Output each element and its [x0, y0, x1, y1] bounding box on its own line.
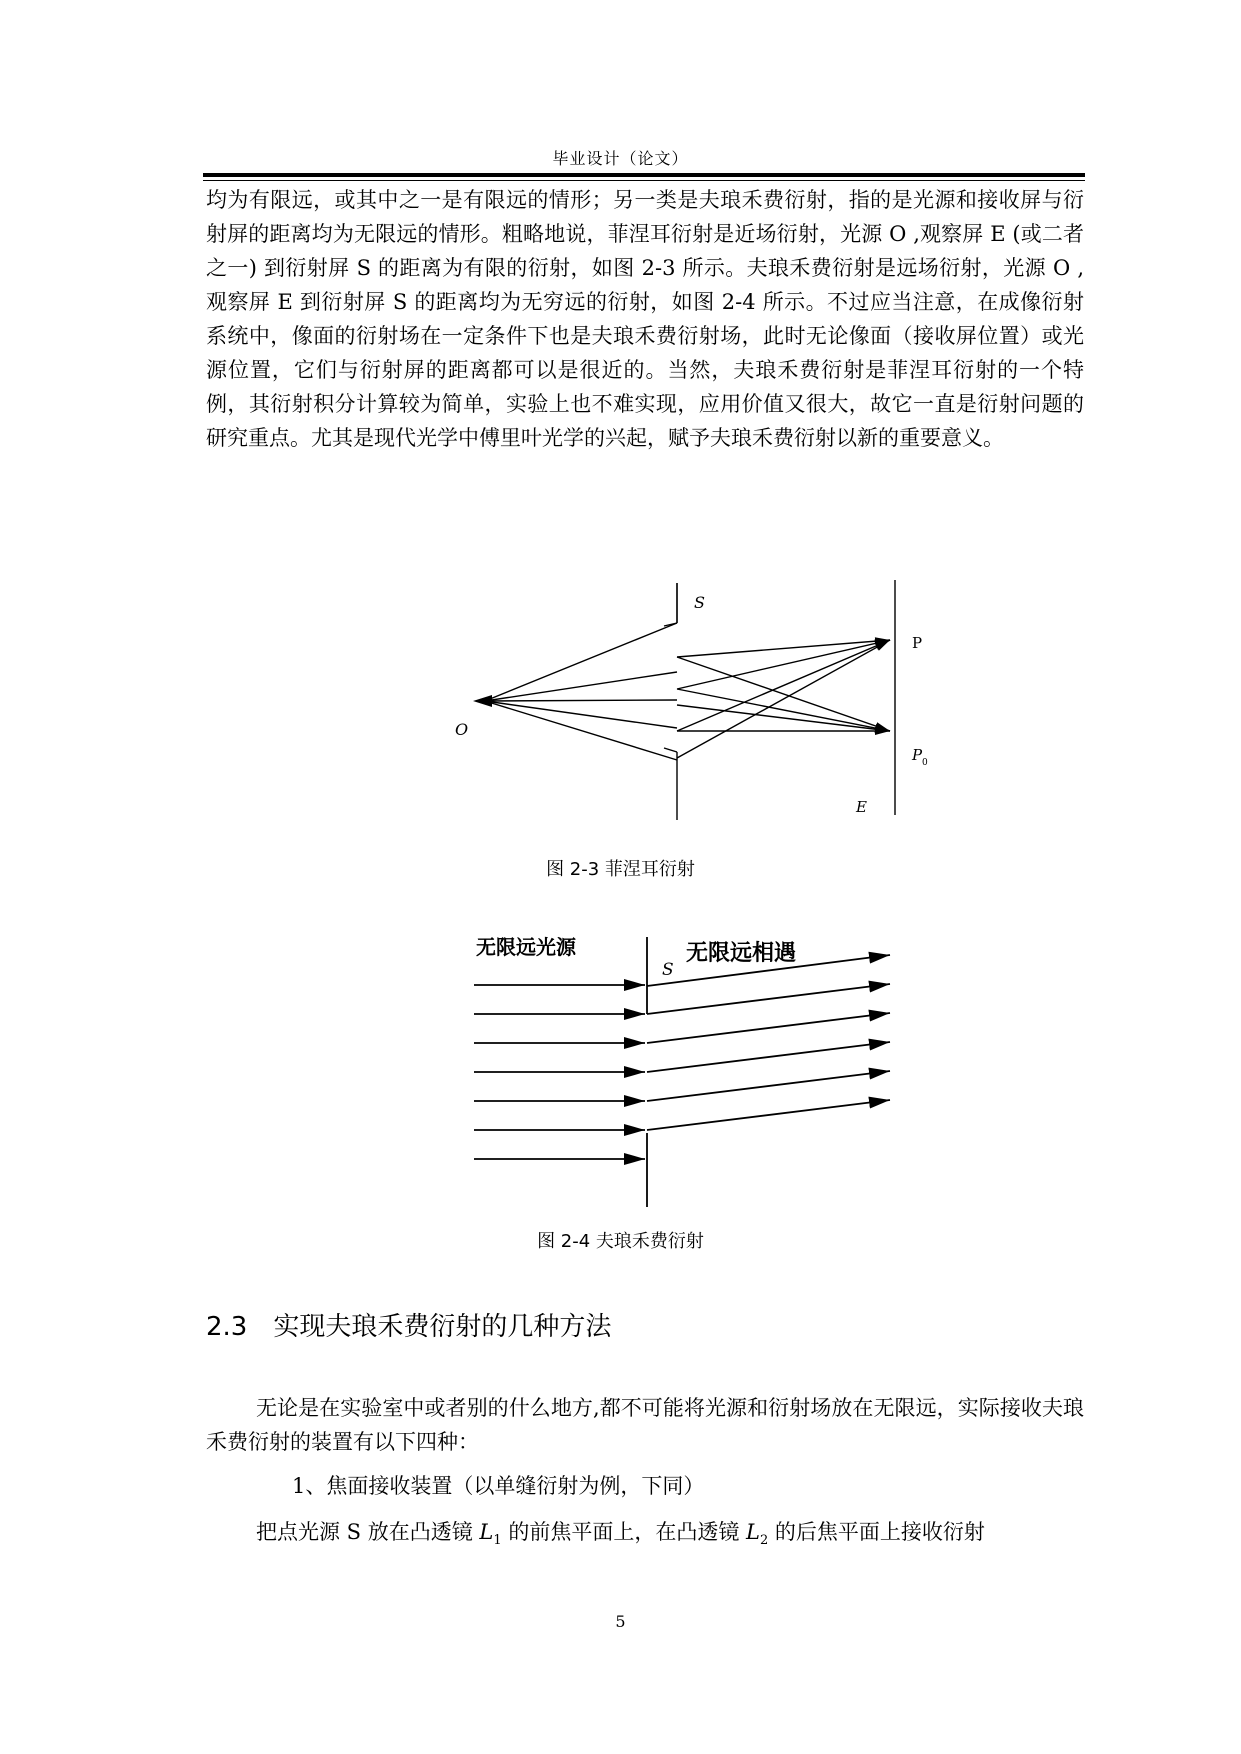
figure-2-caption: 图 2-4 夫琅禾费衍射	[537, 1231, 704, 1252]
page-number: 5	[615, 1612, 626, 1631]
p3-text-2: 的前焦平面上，在凸透镜	[501, 1520, 747, 1544]
body-paragraph-2: 无论是在实验室中或者别的什么地方,都不可能将光源和衍射场放在无限远，实际接收夫琅禾费衍射的装置有以下四种：	[206, 1396, 1084, 1454]
fig1-label-s: S	[694, 593, 705, 612]
body-paragraph-1: 均为有限远，或其中之一是有限远的情形；另一类是夫琅禾费衍射，指的是光源和接收屏与衍射屏的距离均为无限远的情形。粗略地说，菲涅耳衍射是近场衍射，光源 O ,观察屏 E (或二者之一) 到衍射屏 S 的距离为有限的衍射，如图 2-3 所示。夫琅禾费衍射是远场衍射，光源 O ,观察屏 E 到衍射屏 S 的距离均为无穷远的衍射，如图 2-4 所示。不过应当注意，在成像衍射系统中，像面的衍射场在一定条件下也是夫琅禾费衍射场，此时无论像面（接收屏位置）或光源位置，它们与衍射屏的距离都可以是很近的。当然，夫琅禾费衍射是菲涅耳衍射的一个特例，其衍射积分计算较为简单，实验上也不难实现，应用价值又很大，故它一直是衍射问题的研究重点。尤其是现代光学中傅里叶光学的兴起，赋予夫琅禾费衍射以新的重要意义。	[206, 188, 1084, 450]
fig2-label-s: S	[662, 960, 674, 980]
section-number: 2.3	[206, 1312, 248, 1342]
p3-text-1: 把点光源 S 放在凸透镜	[256, 1520, 480, 1544]
figure-1-caption: 图 2-3 菲涅耳衍射	[546, 859, 695, 880]
fig1-label-p0-sub: 0	[922, 758, 928, 768]
body-paragraph-3	[256, 1516, 985, 1548]
fig1-label-p: P	[912, 634, 923, 652]
fig1-label-o: O	[455, 720, 469, 739]
section-heading	[206, 1306, 611, 1343]
fig1-label-e: E	[856, 798, 867, 816]
fig2-label-source: 无限远光源	[476, 935, 576, 959]
fig1-label-p0: P	[912, 746, 923, 764]
lens-l1: $L_1$	[479, 1520, 502, 1548]
fig2-label-meet: 无限远相遇	[686, 941, 797, 966]
running-header: 毕业设计（论文）	[552, 149, 689, 168]
list-item: 1、焦面接收装置（以单缝衍射为例，下同）	[292, 1474, 705, 1498]
lens-l2: $L_2$	[746, 1520, 769, 1548]
section-title: 实现夫琅禾费衍射的几种方法	[273, 1312, 612, 1342]
p3-text-3: 的后焦平面上接收衍射	[768, 1520, 985, 1544]
